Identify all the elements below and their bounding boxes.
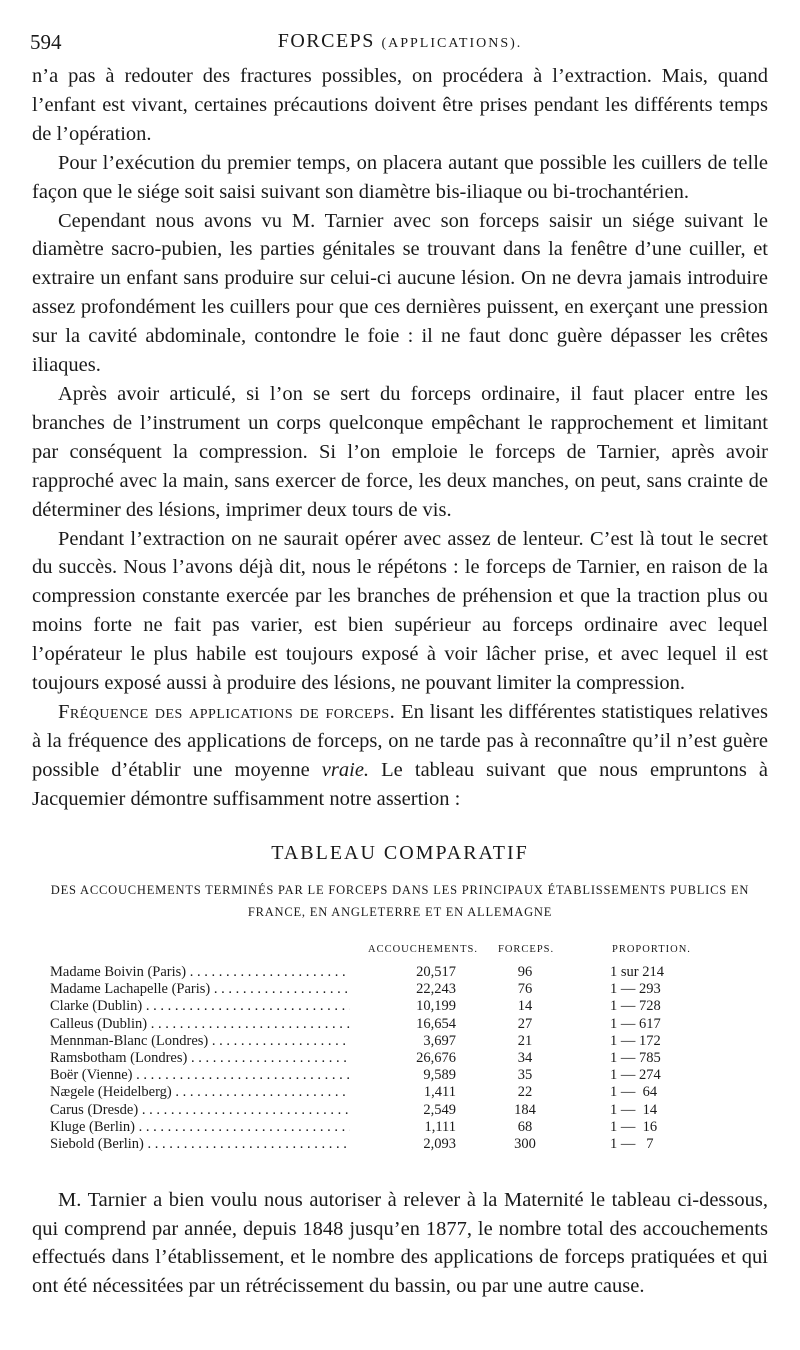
column-header-accouchements: ACCOUCHEMENTS.	[368, 944, 478, 955]
table-row	[50, 1033, 730, 1050]
table-row	[50, 964, 730, 981]
cell-establishment: Carus (Dresde) . . .	[50, 1102, 395, 1119]
table-body	[50, 964, 730, 1153]
cell-establishment: Madame Boivin (Paris) . . .	[50, 964, 395, 981]
cell-accouchements: 2,093	[350, 1136, 456, 1153]
body-text	[32, 62, 768, 814]
cell-proportion: 1 — 617	[610, 1015, 661, 1032]
cell-accouchements: 1,411	[350, 1084, 456, 1101]
table-row	[50, 1084, 730, 1101]
cell-accouchements: 16,654	[350, 1016, 456, 1033]
cell-forceps: 34	[517, 1049, 533, 1066]
table-row	[50, 998, 730, 1015]
cell-accouchements: 10,199	[350, 998, 456, 1015]
cell-accouchements: 2,549	[350, 1102, 456, 1119]
paragraph: Pour l’exécution du premier temps, on placera autant que possible les cuillers de telle façon que le siége soit saisi suivant son diamètre bis-iliaque ou bi-trochantérien.	[32, 151, 768, 203]
cell-forceps: 68	[517, 1118, 533, 1135]
cell-forceps: 184	[514, 1101, 536, 1118]
cell-accouchements: 22,243	[350, 981, 456, 998]
cell-accouchements: 3,697	[350, 1033, 456, 1050]
cell-accouchements: 26,676	[350, 1050, 456, 1067]
cell-forceps: 27	[517, 1015, 533, 1032]
cell-forceps: 76	[517, 981, 533, 998]
table-row	[50, 1050, 730, 1067]
page-header	[30, 30, 770, 60]
cell-forceps: 35	[517, 1067, 533, 1084]
cell-accouchements: 9,589	[350, 1067, 456, 1084]
cell-establishment: Boër (Vienne) . . .	[50, 1067, 395, 1084]
paragraph: Après avoir articulé, si l’on se sert du forceps ordinaire, il faut placer entre les branches de l’instrument un corps quelconque empêchant le rapprochement et limitant par conséquent la compression. Si l’on emploie le forceps de Tarnier, après avoir rapproché avec la main, sans exercer de force, les deux manches, on peut, sans crainte de déterminer des lésions, imprimer deux tours de vis.	[32, 382, 768, 521]
cell-accouchements: 1,111	[350, 1119, 456, 1136]
cell-proportion: 1 — 7	[610, 1135, 654, 1152]
table-row	[50, 981, 730, 998]
paragraph: Pendant l’extraction on ne saurait opérer avec assez de lenteur. C’est là tout le secret du succès. Nous l’avons déjà dit, nous le répétons : le forceps de Tarnier, en raison de la compression constante exercée par les branches de préhension et que la traction plus ou moins forte ne fait pas varier, est bien supérieur au forceps ordinaire avec lequel l’opérateur le plus habile est toujours exposé à voir lâcher prise, et avec lequel il est toujours exposé aussi à produire des lésions, ne pouvant limiter la compression.	[32, 527, 768, 695]
cell-establishment: Clarke (Dublin) . . .	[50, 998, 395, 1015]
running-title-sub: (APPLICATIONS).	[381, 36, 523, 51]
section-paragraph	[32, 698, 768, 814]
cell-accouchements: 20,517	[350, 964, 456, 981]
cell-proportion: 1 — 14	[610, 1101, 658, 1118]
cell-forceps: 22	[517, 1084, 533, 1101]
cell-proportion: 1 — 274	[610, 1067, 661, 1084]
cell-proportion: 1 — 172	[610, 1032, 661, 1049]
section-text: En lisant les différentes statistiques relatives à la fréquence des applications de forceps, on ne tarde pas à reconnaître qu’il n’est guère possible d’établir une moyenne	[32, 700, 769, 781]
section-heading: Fréquence des applications de forceps.	[58, 700, 396, 723]
column-header-forceps: FORCEPS.	[498, 944, 555, 955]
table-row	[50, 1102, 730, 1119]
cell-forceps: 14	[517, 998, 533, 1015]
cell-proportion: 1 — 293	[610, 981, 661, 998]
table-row	[50, 1119, 730, 1136]
table-title: TABLEAU COMPARATIF	[271, 842, 529, 864]
cell-proportion: 1 sur 214	[610, 964, 664, 980]
table-row	[50, 1067, 730, 1084]
running-title-main: FORCEPS	[277, 30, 375, 52]
italic-word: vraie.	[321, 758, 370, 781]
cell-proportion: 1 — 64	[610, 1084, 658, 1101]
paragraph-continuation: n’a pas à redouter des fractures possibles, on procédera à l’extraction. Mais, quand l’enfant est vivant, certaines précautions doivent être prises pendant les différents temps de l’opération.	[32, 65, 768, 145]
table-row	[50, 1136, 730, 1153]
section-text-end: Le tableau suivant que nous empruntons à Jacquemier démontre suffisamment notre assertion :	[32, 758, 769, 810]
running-title	[30, 30, 770, 53]
cell-establishment: Ramsbotham (Londres) . . .	[50, 1050, 395, 1067]
closing-paragraph: M. Tarnier a bien voulu nous autoriser à relever à la Maternité le tableau ci-dessous, qui comprend par année, depuis 1848 jusqu’en 1877, le nombre total des accouchements effectués dans l’établissement, et le nombre des applications de forceps pratiquées et qui ont été nécessitées par un rétrécissement du bassin, ou par une autre cause.	[32, 1189, 768, 1297]
cell-proportion: 1 — 16	[610, 1118, 658, 1135]
table-row	[50, 1016, 730, 1033]
cell-forceps: 96	[517, 964, 533, 980]
paragraph: Cependant nous avons vu M. Tarnier avec son forceps saisir un siége suivant le diamètre sacro-pubien, les parties génitales se trouvant dans la fenêtre d’une cuiller, et extraire un enfant sans produire sur celui-ci aucune lésion. On ne devra jamais introduire assez profondément les cuillers pour que ces dernières puissent, en exerçant une pression sur la cavité abdominale, contondre le foie : il ne faut donc guère dépasser les crêtes iliaques.	[32, 209, 768, 377]
cell-forceps: 21	[517, 1032, 533, 1049]
cell-proportion: 1 — 785	[610, 1049, 661, 1066]
column-header-proportion: PROPORTION.	[612, 944, 691, 955]
cell-establishment: Mennman-Blanc (Londres) . . .	[50, 1033, 395, 1050]
cell-establishment: Nægele (Heidelberg) . . .	[50, 1084, 395, 1101]
cell-establishment: Siebold (Berlin) . . .	[50, 1136, 395, 1153]
cell-proportion: 1 — 728	[610, 998, 661, 1015]
cell-establishment: Kluge (Berlin) . . .	[50, 1119, 395, 1136]
cell-establishment: Madame Lachapelle (Paris) . . .	[50, 981, 395, 998]
cell-forceps: 300	[514, 1135, 536, 1152]
cell-establishment: Calleus (Dublin) . . .	[50, 1016, 395, 1033]
table-subtitle: DES ACCOUCHEMENTS TERMINÉS PAR LE FORCEPS DANS LES PRINCIPAUX ÉTABLISSEMENTS PUBLICS EN FRANCE, EN ANGLETERRE ET EN ALLEMAGNE	[50, 883, 750, 919]
page-number: 594	[30, 30, 62, 54]
table-heading-block	[40, 842, 760, 923]
